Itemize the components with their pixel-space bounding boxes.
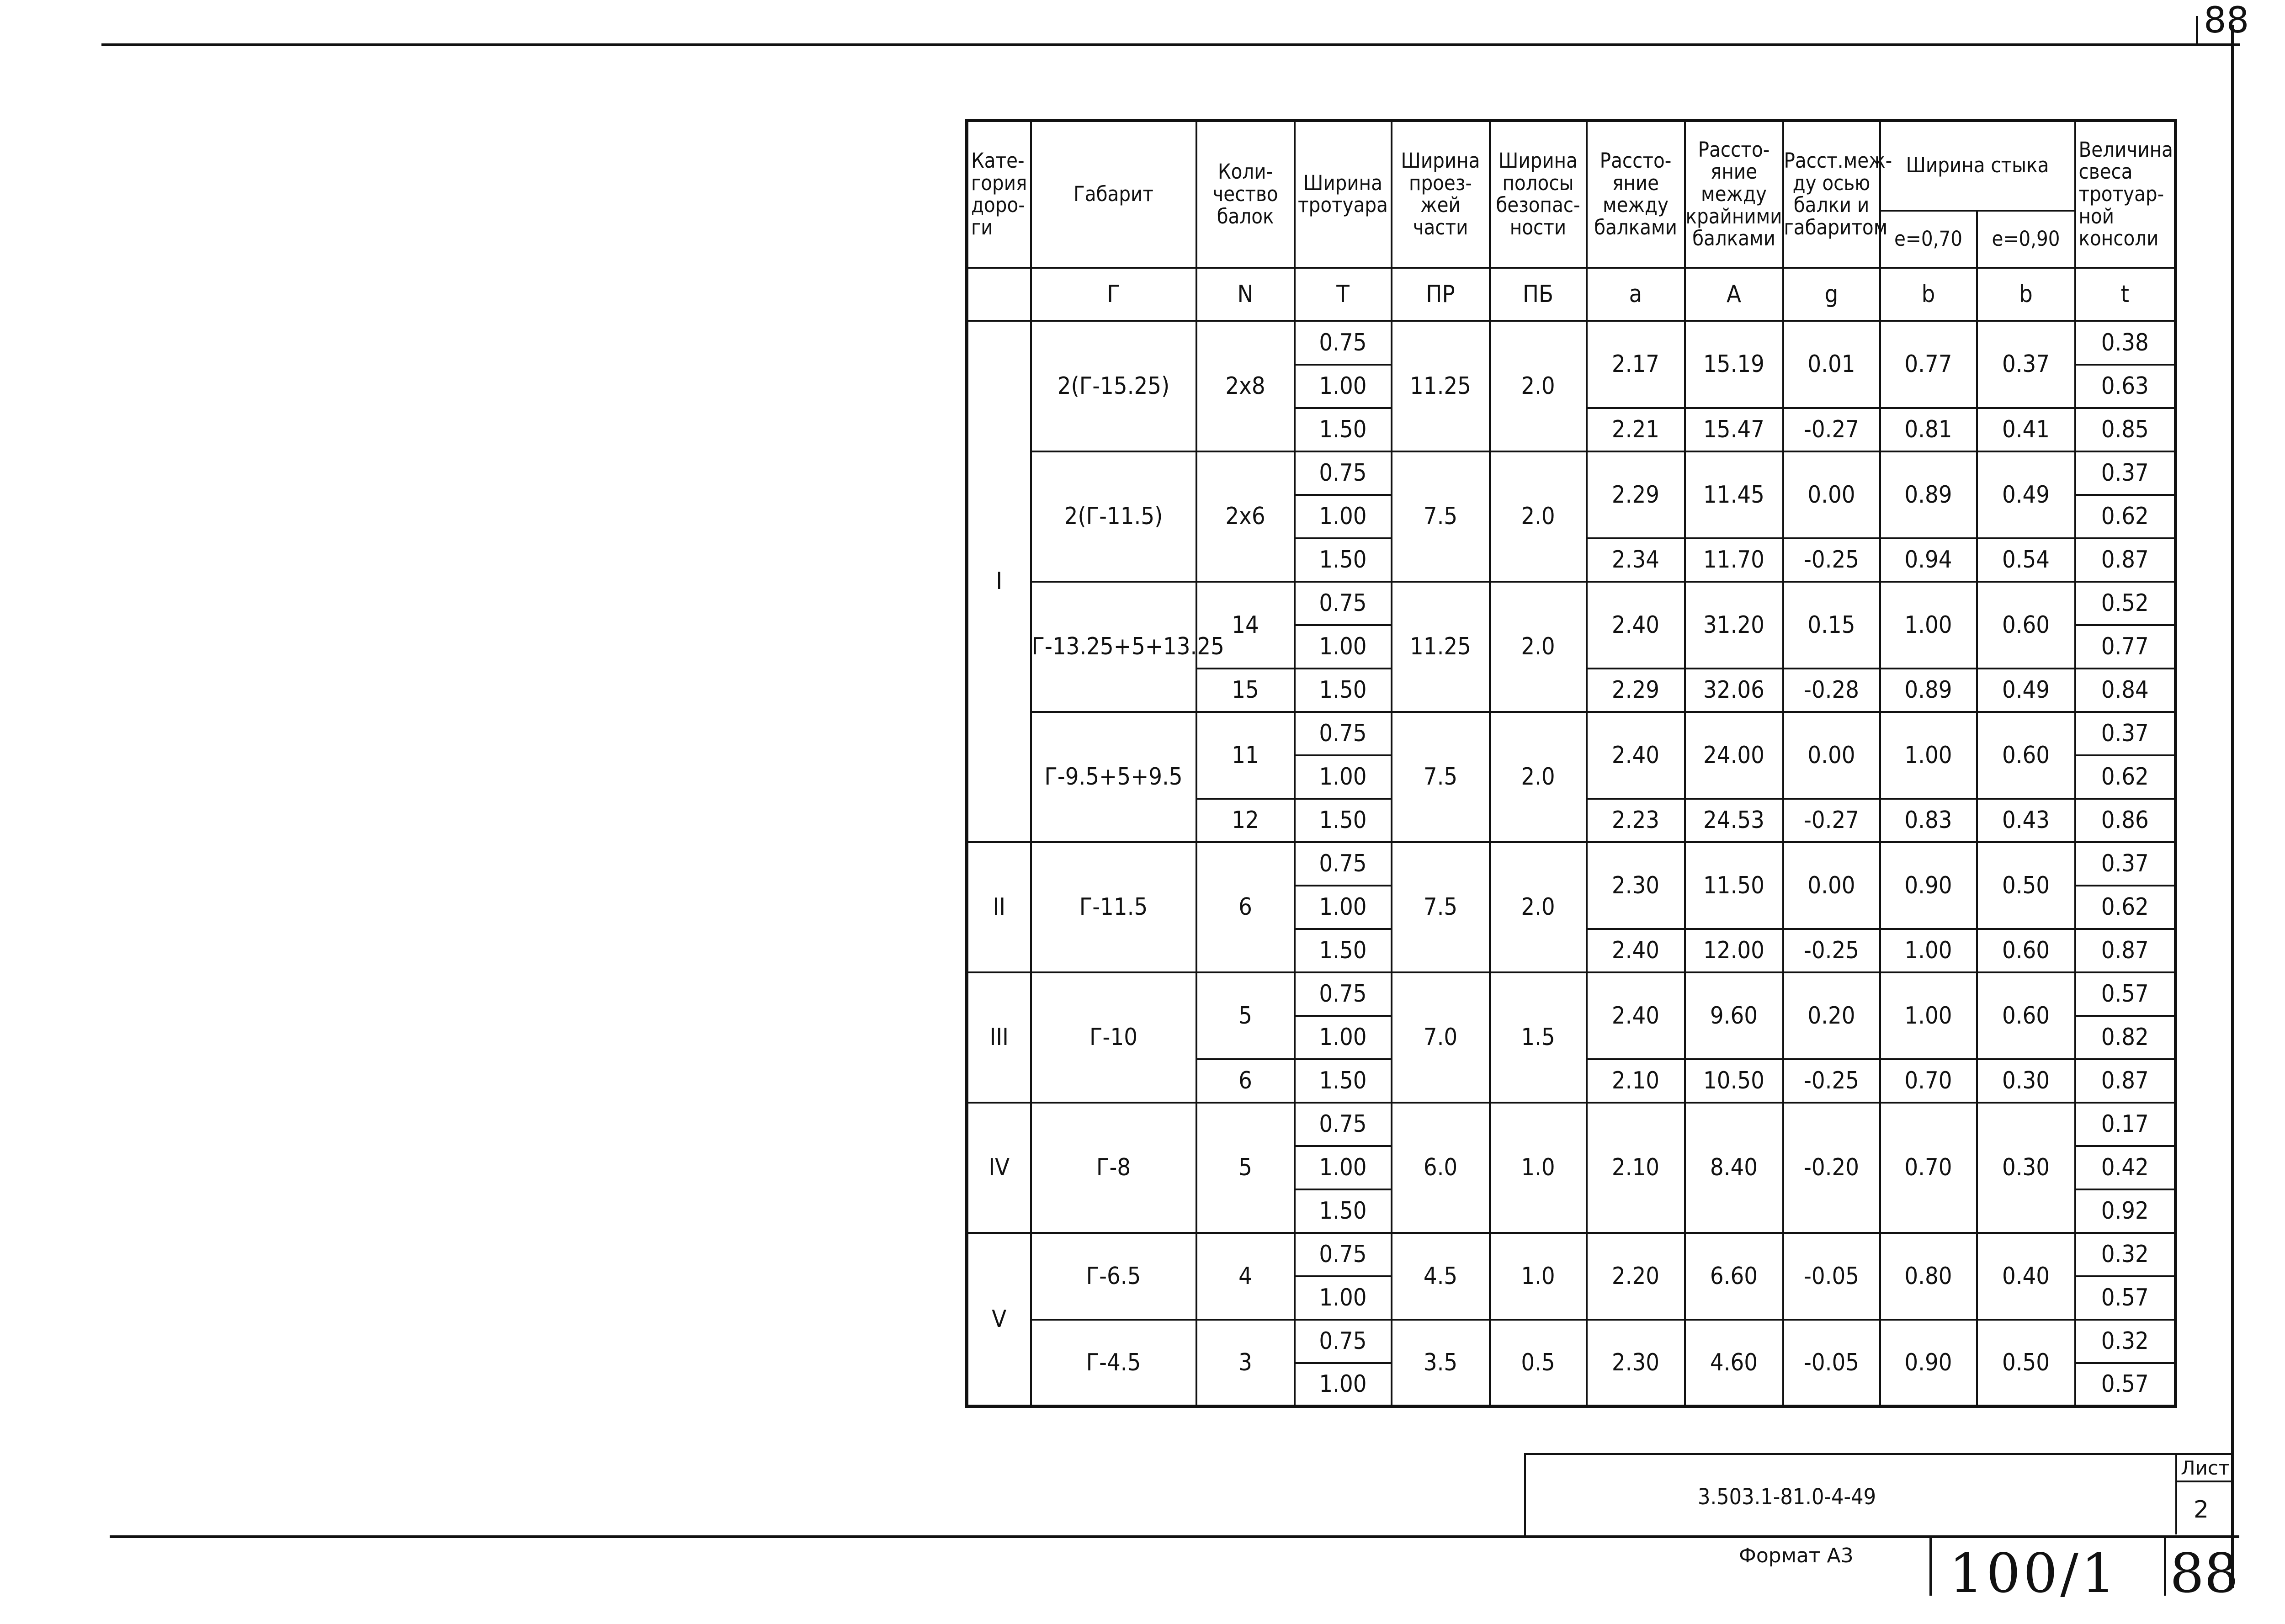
cell-joint-width-e090: 0.50 (1977, 1320, 2075, 1406)
cell-joint-width-e070: 0.94 (1880, 538, 1977, 582)
cell-sidewalk-width: 1.50 (1295, 1059, 1392, 1103)
cell-beam-count: 2х6 (1196, 451, 1295, 582)
cell-joint-width-e070: 1.00 (1880, 972, 1977, 1059)
header-sidewalk-width: Ширина тротуара (1295, 121, 1392, 268)
stamp-left-divider (1929, 1536, 1932, 1596)
cell-joint-width-e070: 0.80 (1880, 1233, 1977, 1320)
right-frame-line (2231, 25, 2234, 1588)
cell-carriageway-width: 7.5 (1392, 451, 1490, 582)
cell-beam-count: 6 (1196, 842, 1295, 972)
cell-overhang: 0.32 (2075, 1320, 2176, 1363)
cell-carriageway-width: 4.5 (1392, 1233, 1490, 1320)
header-axis-gabarit-distance: Расст.меж-ду осью балки и габаритом (1783, 121, 1880, 268)
cell-overhang: 0.86 (2075, 799, 2176, 842)
cell-overhang: 0.63 (2075, 365, 2176, 408)
cell-joint-width-e070: 0.77 (1880, 321, 1977, 408)
format-label: Формат А3 (1739, 1544, 1854, 1567)
cell-sidewalk-width: 0.75 (1295, 1103, 1392, 1146)
table-row (967, 1233, 2176, 1276)
cell-sidewalk-width: 1.00 (1295, 1146, 1392, 1189)
cell-sidewalk-width: 1.00 (1295, 625, 1392, 669)
cell-overhang: 0.17 (2075, 1103, 2176, 1146)
header-e070: e=0,70 (1880, 211, 1977, 268)
cell-carriageway-width: 6.0 (1392, 1103, 1490, 1233)
header-joint-width: Ширина стыка (1880, 121, 2075, 211)
cell-overhang: 0.32 (2075, 1233, 2176, 1276)
header-overhang: Величина свеса тротуар-ной консоли (2075, 121, 2176, 268)
cell-beam-count: 4 (1196, 1233, 1295, 1320)
cell-sidewalk-width: 1.50 (1295, 408, 1392, 451)
cell-joint-width-e090: 0.60 (1977, 582, 2075, 669)
cell-safety-strip-width: 2.0 (1490, 451, 1587, 582)
table-row (967, 321, 2176, 365)
cell-beam-spacing: 2.23 (1587, 799, 1685, 842)
cell-sidewalk-width: 0.75 (1295, 321, 1392, 365)
cell-outer-beam-distance: 11.50 (1685, 842, 1783, 929)
cell-carriageway-width: 11.25 (1392, 582, 1490, 712)
table-row (967, 972, 2176, 1016)
symbol-sidewalk-width: Т (1295, 268, 1392, 321)
title-block-sheet-rule (2175, 1481, 2231, 1482)
cell-category: I (967, 321, 1031, 842)
cell-outer-beam-distance: 24.00 (1685, 712, 1783, 799)
cell-sidewalk-width: 0.75 (1295, 972, 1392, 1016)
cell-beam-spacing: 2.17 (1587, 321, 1685, 408)
cell-sidewalk-width: 1.50 (1295, 538, 1392, 582)
cell-beam-spacing: 2.29 (1587, 451, 1685, 538)
cell-beam-count: 14 (1196, 582, 1295, 669)
table-row (967, 712, 2176, 755)
cell-outer-beam-distance: 31.20 (1685, 582, 1783, 669)
cell-beam-spacing: 2.21 (1587, 408, 1685, 451)
cell-overhang: 0.85 (2075, 408, 2176, 451)
cell-sidewalk-width: 1.00 (1295, 365, 1392, 408)
symbol-outer-beam-distance: A (1685, 268, 1783, 321)
cell-outer-beam-distance: 8.40 (1685, 1103, 1783, 1233)
symbol-axis-gabarit-distance: g (1783, 268, 1880, 321)
cell-axis-gabarit-distance: -0.25 (1783, 538, 1880, 582)
cell-joint-width-e090: 0.60 (1977, 929, 2075, 972)
cell-axis-gabarit-distance: 0.00 (1783, 451, 1880, 538)
cell-beam-spacing: 2.29 (1587, 669, 1685, 712)
header-outer-beam-distance: Рассто-яние между крайними балками (1685, 121, 1783, 268)
sheet-number: 2 (2194, 1496, 2209, 1523)
cell-sidewalk-width: 1.50 (1295, 1189, 1392, 1233)
cell-beam-count: 6 (1196, 1059, 1295, 1103)
cell-beam-count: 11 (1196, 712, 1295, 799)
cell-outer-beam-distance: 11.45 (1685, 451, 1783, 538)
stamp-page-divider (2164, 1536, 2166, 1596)
cell-axis-gabarit-distance: 0.00 (1783, 842, 1880, 929)
cell-safety-strip-width: 0.5 (1490, 1320, 1587, 1406)
cell-joint-width-e070: 1.00 (1880, 712, 1977, 799)
table-row (967, 1103, 2176, 1146)
symbol-category-empty (967, 268, 1031, 321)
cell-joint-width-e070: 1.00 (1880, 582, 1977, 669)
header-beam-count: Коли-чество балок (1196, 121, 1295, 268)
cell-outer-beam-distance: 32.06 (1685, 669, 1783, 712)
cell-overhang: 0.62 (2075, 755, 2176, 799)
cell-beam-spacing: 2.30 (1587, 1320, 1685, 1406)
cell-axis-gabarit-distance: -0.20 (1783, 1103, 1880, 1233)
cell-joint-width-e090: 0.60 (1977, 712, 2075, 799)
cell-gabarit: Г-8 (1031, 1103, 1196, 1233)
cell-outer-beam-distance: 10.50 (1685, 1059, 1783, 1103)
cell-gabarit: Г-4.5 (1031, 1320, 1196, 1406)
cell-beam-spacing: 2.20 (1587, 1233, 1685, 1320)
sheet-label: Лист (2181, 1457, 2230, 1479)
cell-gabarit: 2(Г-15.25) (1031, 321, 1196, 451)
cell-joint-width-e070: 0.70 (1880, 1103, 1977, 1233)
header-e090: e=0,90 (1977, 211, 2075, 268)
title-block (1524, 1453, 2234, 1538)
header-gabarit: Габарит (1031, 121, 1196, 268)
cell-axis-gabarit-distance: -0.05 (1783, 1320, 1880, 1406)
cell-joint-width-e070: 0.89 (1880, 451, 1977, 538)
cell-overhang: 0.37 (2075, 712, 2176, 755)
cell-gabarit: 2(Г-11.5) (1031, 451, 1196, 582)
cell-overhang: 0.57 (2075, 972, 2176, 1016)
cell-sidewalk-width: 1.00 (1295, 886, 1392, 929)
cell-overhang: 0.87 (2075, 538, 2176, 582)
cell-carriageway-width: 7.0 (1392, 972, 1490, 1103)
cell-carriageway-width: 7.5 (1392, 712, 1490, 842)
cell-overhang: 0.82 (2075, 1016, 2176, 1059)
cell-joint-width-e090: 0.43 (1977, 799, 2075, 842)
cell-joint-width-e070: 0.70 (1880, 1059, 1977, 1103)
symbol-beam-count: N (1196, 268, 1295, 321)
document-code: 3.503.1-81.0-4-49 (1698, 1484, 1876, 1510)
cell-joint-width-e070: 0.90 (1880, 1320, 1977, 1406)
cell-sidewalk-width: 1.50 (1295, 929, 1392, 972)
stamp-page: 88 (2170, 1542, 2239, 1605)
cell-gabarit: Г-9.5+5+9.5 (1031, 712, 1196, 842)
cell-beam-spacing: 2.40 (1587, 582, 1685, 669)
cell-outer-beam-distance: 4.60 (1685, 1320, 1783, 1406)
cell-category: V (967, 1233, 1031, 1406)
cell-joint-width-e090: 0.37 (1977, 321, 2075, 408)
symbol-beam-spacing: a (1587, 268, 1685, 321)
cell-sidewalk-width: 0.75 (1295, 712, 1392, 755)
cell-overhang: 0.57 (2075, 1276, 2176, 1320)
symbol-overhang: t (2075, 268, 2176, 321)
cell-beam-count: 12 (1196, 799, 1295, 842)
cell-axis-gabarit-distance: -0.25 (1783, 929, 1880, 972)
cell-joint-width-e090: 0.60 (1977, 972, 2075, 1059)
cell-outer-beam-distance: 15.47 (1685, 408, 1783, 451)
cell-sidewalk-width: 1.00 (1295, 1276, 1392, 1320)
cell-overhang: 0.87 (2075, 929, 2176, 972)
cell-category: III (967, 972, 1031, 1103)
cell-joint-width-e070: 0.90 (1880, 842, 1977, 929)
table-row (967, 1320, 2176, 1363)
cell-carriageway-width: 11.25 (1392, 321, 1490, 451)
cell-sidewalk-width: 1.00 (1295, 495, 1392, 538)
cell-overhang: 0.62 (2075, 886, 2176, 929)
cell-gabarit: Г-13.25+5+13.25 (1031, 582, 1196, 712)
corner-sheet-mark: 88 (2204, 0, 2249, 41)
cell-overhang: 0.57 (2075, 1363, 2176, 1406)
cell-axis-gabarit-distance: -0.25 (1783, 1059, 1880, 1103)
cell-overhang: 0.77 (2075, 625, 2176, 669)
cell-safety-strip-width: 2.0 (1490, 321, 1587, 451)
symbol-b-e070: b (1880, 268, 1977, 321)
cell-beam-spacing: 2.30 (1587, 842, 1685, 929)
cell-overhang: 0.37 (2075, 451, 2176, 495)
cell-safety-strip-width: 2.0 (1490, 712, 1587, 842)
stamp-number: 100/1 (1949, 1542, 2119, 1605)
header-beam-spacing: Рассто-яние между балками (1587, 121, 1685, 268)
cell-outer-beam-distance: 24.53 (1685, 799, 1783, 842)
cell-carriageway-width: 3.5 (1392, 1320, 1490, 1406)
cell-overhang: 0.84 (2075, 669, 2176, 712)
table-row (967, 842, 2176, 886)
cell-sidewalk-width: 0.75 (1295, 842, 1392, 886)
cell-axis-gabarit-distance: -0.05 (1783, 1233, 1880, 1320)
cell-axis-gabarit-distance: -0.27 (1783, 408, 1880, 451)
cell-joint-width-e090: 0.30 (1977, 1103, 2075, 1233)
cell-axis-gabarit-distance: 0.15 (1783, 582, 1880, 669)
cell-beam-spacing: 2.10 (1587, 1103, 1685, 1233)
symbol-safety-strip-width: ПБ (1490, 268, 1587, 321)
cell-overhang: 0.62 (2075, 495, 2176, 538)
cell-beam-spacing: 2.40 (1587, 929, 1685, 972)
cell-joint-width-e070: 0.81 (1880, 408, 1977, 451)
cell-joint-width-e070: 1.00 (1880, 929, 1977, 972)
cell-beam-count: 2х8 (1196, 321, 1295, 451)
cell-axis-gabarit-distance: 0.20 (1783, 972, 1880, 1059)
cell-joint-width-e090: 0.54 (1977, 538, 2075, 582)
cell-axis-gabarit-distance: 0.00 (1783, 712, 1880, 799)
cell-beam-spacing: 2.40 (1587, 712, 1685, 799)
spec-table (965, 119, 2177, 1408)
cell-gabarit: Г-11.5 (1031, 842, 1196, 972)
header-category: Кате-гория доро-ги (967, 121, 1031, 268)
cell-sidewalk-width: 1.00 (1295, 1016, 1392, 1059)
cell-joint-width-e090: 0.40 (1977, 1233, 2075, 1320)
spec-table-body (967, 321, 2176, 1406)
cell-beam-spacing: 2.10 (1587, 1059, 1685, 1103)
cell-overhang: 0.92 (2075, 1189, 2176, 1233)
cell-outer-beam-distance: 6.60 (1685, 1233, 1783, 1320)
title-block-sheet-divider (2175, 1453, 2177, 1534)
cell-beam-count: 3 (1196, 1320, 1295, 1406)
cell-safety-strip-width: 1.0 (1490, 1103, 1587, 1233)
cell-joint-width-e090: 0.50 (1977, 842, 2075, 929)
cell-overhang: 0.37 (2075, 842, 2176, 886)
cell-axis-gabarit-distance: 0.01 (1783, 321, 1880, 408)
cell-joint-width-e090: 0.49 (1977, 669, 2075, 712)
cell-safety-strip-width: 2.0 (1490, 842, 1587, 972)
table-row (967, 451, 2176, 495)
cell-safety-strip-width: 1.0 (1490, 1233, 1587, 1320)
table-row (967, 582, 2176, 625)
cell-gabarit: Г-6.5 (1031, 1233, 1196, 1320)
cell-sidewalk-width: 0.75 (1295, 1320, 1392, 1363)
cell-joint-width-e070: 0.89 (1880, 669, 1977, 712)
cell-joint-width-e090: 0.49 (1977, 451, 2075, 538)
cell-overhang: 0.38 (2075, 321, 2176, 365)
cell-outer-beam-distance: 15.19 (1685, 321, 1783, 408)
cell-overhang: 0.87 (2075, 1059, 2176, 1103)
cell-joint-width-e090: 0.30 (1977, 1059, 2075, 1103)
cell-axis-gabarit-distance: -0.27 (1783, 799, 1880, 842)
cell-safety-strip-width: 2.0 (1490, 582, 1587, 712)
cell-outer-beam-distance: 12.00 (1685, 929, 1783, 972)
cell-category: II (967, 842, 1031, 972)
cell-outer-beam-distance: 9.60 (1685, 972, 1783, 1059)
cell-sidewalk-width: 1.50 (1295, 799, 1392, 842)
cell-joint-width-e090: 0.41 (1977, 408, 2075, 451)
cell-beam-spacing: 2.34 (1587, 538, 1685, 582)
cell-joint-width-e070: 0.83 (1880, 799, 1977, 842)
symbol-b-e090: b (1977, 268, 2075, 321)
cell-carriageway-width: 7.5 (1392, 842, 1490, 972)
symbol-gabarit: Г (1031, 268, 1196, 321)
symbol-carriageway-width: ПР (1392, 268, 1490, 321)
header-safety-strip-width: Ширина полосы безопас-ности (1490, 121, 1587, 268)
corner-mark-tick (2196, 16, 2198, 46)
header-carriageway-width: Ширина проез-жей части (1392, 121, 1490, 268)
cell-beam-count: 5 (1196, 972, 1295, 1059)
cell-sidewalk-width: 1.50 (1295, 669, 1392, 712)
cell-sidewalk-width: 0.75 (1295, 1233, 1392, 1276)
cell-category: IV (967, 1103, 1031, 1233)
cell-sidewalk-width: 1.00 (1295, 755, 1392, 799)
cell-sidewalk-width: 0.75 (1295, 582, 1392, 625)
top-frame-line (101, 43, 2240, 46)
cell-overhang: 0.52 (2075, 582, 2176, 625)
cell-beam-count: 15 (1196, 669, 1295, 712)
cell-sidewalk-width: 0.75 (1295, 451, 1392, 495)
cell-axis-gabarit-distance: -0.28 (1783, 669, 1880, 712)
cell-beam-spacing: 2.40 (1587, 972, 1685, 1059)
cell-sidewalk-width: 1.00 (1295, 1363, 1392, 1406)
cell-overhang: 0.42 (2075, 1146, 2176, 1189)
cell-beam-count: 5 (1196, 1103, 1295, 1233)
cell-safety-strip-width: 1.5 (1490, 972, 1587, 1103)
cell-outer-beam-distance: 11.70 (1685, 538, 1783, 582)
cell-gabarit: Г-10 (1031, 972, 1196, 1103)
